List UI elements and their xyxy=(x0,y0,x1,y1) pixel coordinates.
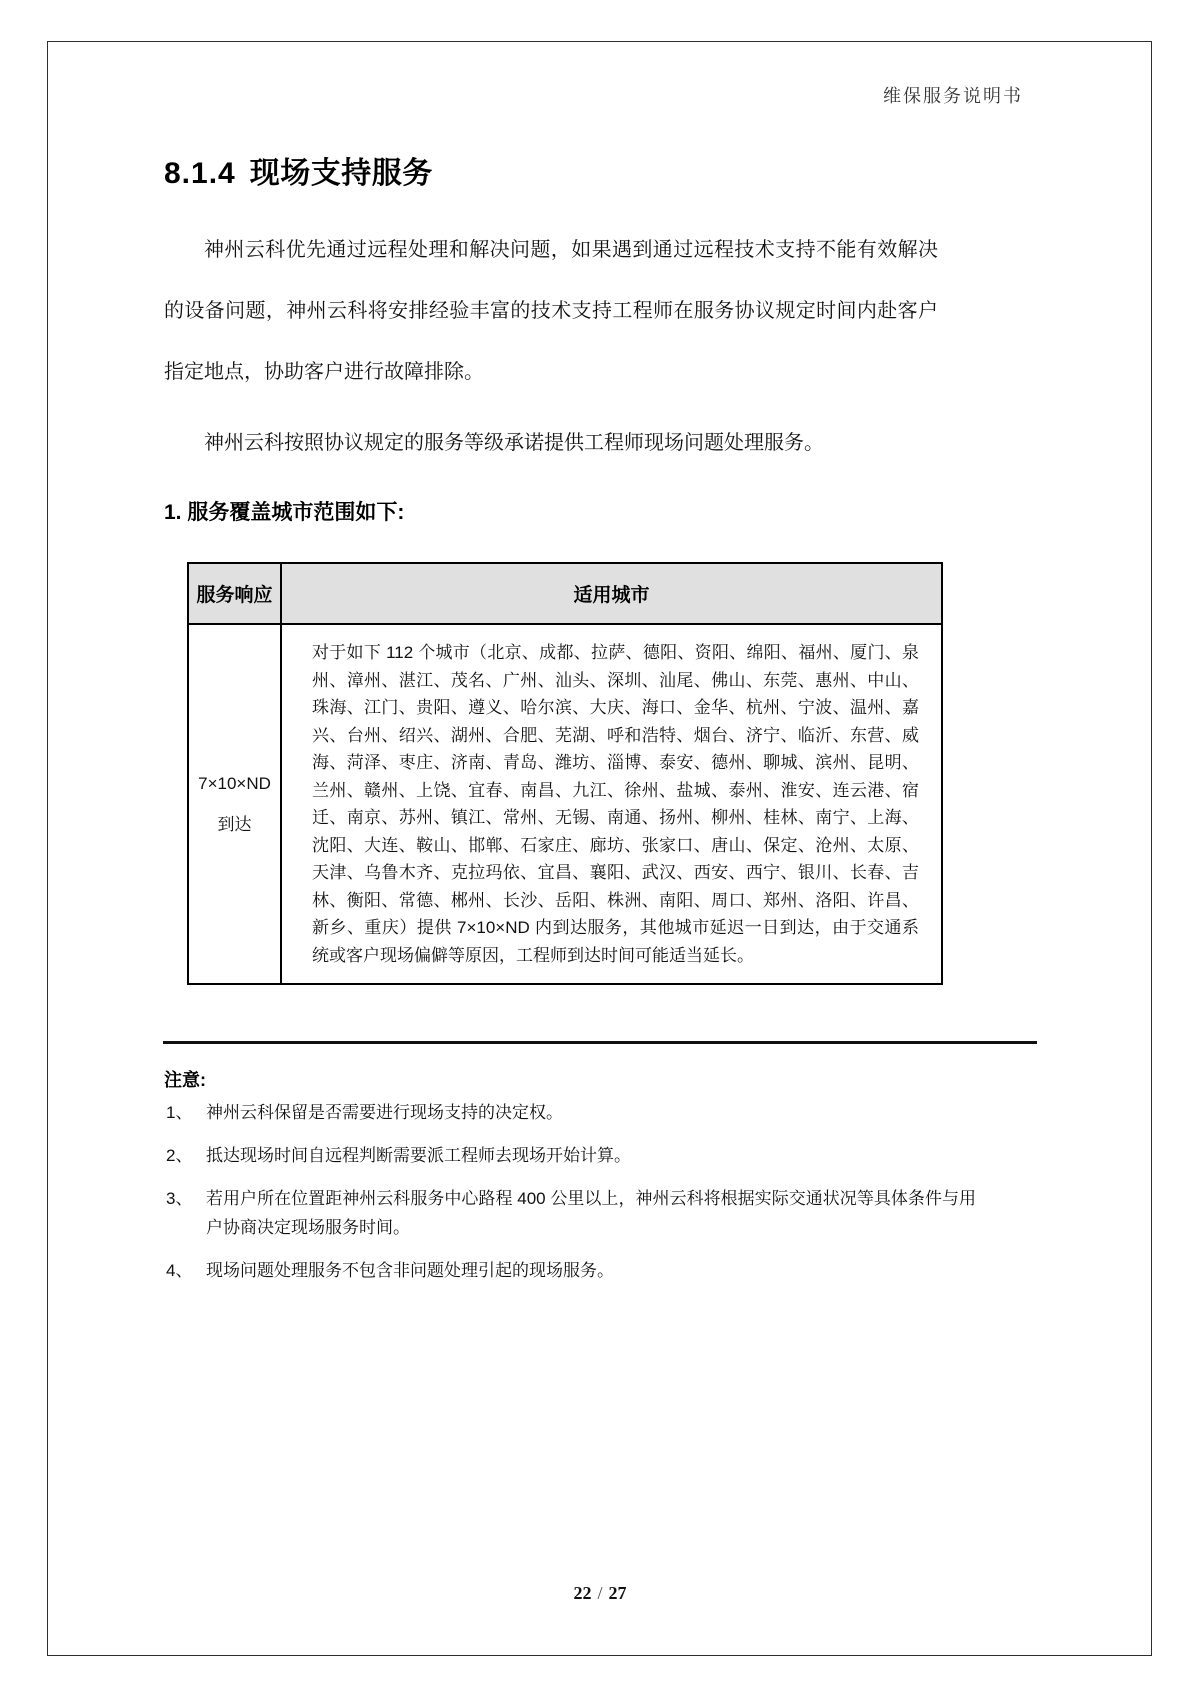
footer-total-pages: 27 xyxy=(608,1583,627,1603)
paragraph-intro: 神州云科优先通过远程处理和解决问题，如果遇到通过远程技术支持不能有效解决的设备问题，神州云科将安排经验丰富的技术支持工程师在服务协议规定时间内赴客户指定地点，协助客户进行故障排除。 xyxy=(164,239,938,383)
note-marker: 4、 xyxy=(166,1261,193,1280)
response-cell xyxy=(189,625,282,983)
notes-list xyxy=(166,1098,976,1299)
section-title: 现场支持服务 xyxy=(249,157,433,190)
note-text: 抵达现场时间自远程判断需要派工程师去现场开始计算。 xyxy=(206,1146,631,1165)
section-heading xyxy=(164,148,433,192)
coverage-list-heading: 1. 服务覆盖城市范围如下: xyxy=(164,501,405,524)
page-footer xyxy=(0,1583,1200,1604)
section-number: 8.1.4 xyxy=(164,157,236,190)
note-marker: 2、 xyxy=(166,1146,193,1165)
cities-cell: 对于如下 112 个城市（北京、成都、拉萨、德阳、资阳、绵阳、福州、厦门、泉州、漳州、湛江、茂名、广州、汕头、深圳、汕尾、佛山、东莞、惠州、中山、珠海、江门、贵阳、遵义、哈尔滨、大庆、海口、金华、杭州、宁波、温州、嘉兴、台州、绍兴、湖州、合肥、芜湖、呼和浩特、烟台、济宁、临沂、东营、威海、菏泽、枣庄、济南、青岛、潍坊、淄博、泰安、德州、聊城、滨州、昆明、兰州、赣州、上饶、宜春、南昌、九江、徐州、盐城、泰州、淮安、连云港、宿迁、南京、苏州、镇江、常州、无锡、南通、扬州、柳州、桂林、南宁、上海、沈阳、大连、鞍山、邯郸、石家庄、廊坊、张家口、唐山、保定、沧州、太原、天津、乌鲁木齐、克拉玛依、宜昌、襄阳、武汉、西安、西宁、银川、长春、吉林、衡阳、常德、郴州、长沙、岳阳、株洲、南阳、周口、郑州、洛阳、许昌、新乡、重庆）提供 7×10×ND 内到达服务，其他城市延迟一日到达，由于交通系统或客户现场偏僻等原因，工程师到达时间可能适当延长。 xyxy=(312,643,919,965)
footer-separator: / xyxy=(597,1583,603,1603)
note-marker: 1、 xyxy=(166,1103,193,1122)
doc-header-title: 维保服务说明书 xyxy=(883,86,1023,106)
table-header-row xyxy=(189,564,941,625)
table-body-row xyxy=(189,625,941,983)
note-text: 神州云科保留是否需要进行现场支持的决定权。 xyxy=(206,1103,563,1122)
note-item xyxy=(166,1184,976,1242)
response-arrival: 到达 xyxy=(217,815,252,834)
note-item xyxy=(166,1256,976,1285)
footer-current-page: 22 xyxy=(573,1583,592,1603)
paragraph-service-level: 神州云科按照协议规定的服务等级承诺提供工程师现场问题处理服务。 xyxy=(204,432,824,454)
note-marker: 3、 xyxy=(166,1189,193,1208)
response-level: 7×10×ND xyxy=(198,774,271,793)
note-item xyxy=(166,1141,976,1170)
note-item xyxy=(166,1098,976,1127)
notes-title: 注意: xyxy=(164,1070,206,1090)
col-header-service-response: 服务响应 xyxy=(189,564,282,623)
note-text: 现场问题处理服务不包含非问题处理引起的现场服务。 xyxy=(206,1261,614,1280)
notes-divider-rule xyxy=(163,1041,1037,1044)
service-coverage-table xyxy=(187,562,943,985)
note-text: 若用户所在位置距神州云科服务中心路程 400 公里以上，神州云科将根据实际交通状况等具体条件与用户协商决定现场服务时间。 xyxy=(206,1189,976,1237)
col-header-applicable-cities: 适用城市 xyxy=(573,585,650,606)
